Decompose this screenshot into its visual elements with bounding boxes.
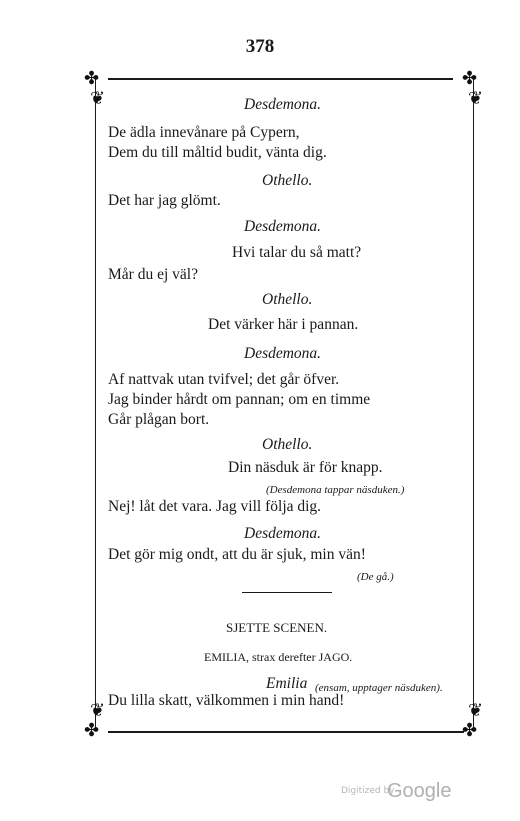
speaker-name: Desdemona.: [244, 525, 322, 542]
verse-line: Nej! låt det vara. Jag vill följa dig.: [108, 498, 322, 515]
verse-line: Hvi talar du så matt?: [232, 244, 362, 261]
verse-line: Af nattvak utan tvifvel; det går öfver.: [108, 371, 340, 388]
speaker-name: Othello.: [262, 436, 313, 453]
corner-ornament-icon: ❦: [90, 88, 106, 109]
verse-line: Det gör mig ondt, att du är sjuk, min vän!: [108, 546, 366, 563]
section-divider: [242, 592, 332, 593]
border-right: [473, 78, 474, 730]
digitized-label: Digitized by: [341, 786, 395, 796]
stage-direction: (De gå.): [357, 571, 394, 583]
corner-ornament-icon: ❦: [468, 700, 484, 721]
verse-line: Det har jag glömt.: [108, 192, 221, 209]
corner-ornament-icon: ✤: [84, 68, 100, 89]
verse-line: Mår du ej väl?: [108, 266, 198, 283]
corner-ornament-icon: ✤: [84, 720, 100, 741]
border-bottom: [108, 731, 464, 733]
verse-line: Går plågan bort.: [108, 411, 210, 428]
page-number: 378: [245, 36, 275, 57]
speaker-name: Othello.: [262, 172, 313, 189]
scene-title: SJETTE SCENEN.: [226, 620, 328, 635]
scene-characters: EMILIA, strax derefter JAGO.: [204, 650, 353, 664]
corner-ornament-icon: ✤: [462, 68, 478, 89]
speaker-name: Othello.: [262, 291, 313, 308]
corner-ornament-icon: ✤: [462, 720, 478, 741]
speaker-name: Desdemona.: [244, 218, 322, 235]
verse-line: Du lilla skatt, välkommen i min hand!: [108, 692, 345, 709]
stage-direction: (Desdemona tappar näsduken.): [266, 484, 405, 496]
speaker-name: Desdemona.: [244, 96, 322, 113]
verse-line: De ädla innevånare på Cypern,: [108, 124, 300, 141]
speaker-name: Desdemona.: [244, 345, 322, 362]
corner-ornament-icon: ❦: [468, 88, 484, 109]
verse-line: Det värker här i pannan.: [208, 316, 359, 333]
verse-line: Din näsduk är för knapp.: [228, 459, 383, 476]
corner-ornament-icon: ❦: [90, 700, 106, 721]
verse-line: Jag binder hårdt om pannan; om en timme: [108, 391, 371, 408]
verse-line: Dem du till måltid budit, vänta dig.: [108, 144, 327, 161]
border-top: [108, 78, 453, 80]
google-logo: Google: [387, 780, 452, 802]
stage-direction: (ensam, upptager näsduken).: [315, 682, 443, 694]
speaker-name: Emilia: [266, 675, 308, 692]
border-left: [95, 78, 96, 730]
